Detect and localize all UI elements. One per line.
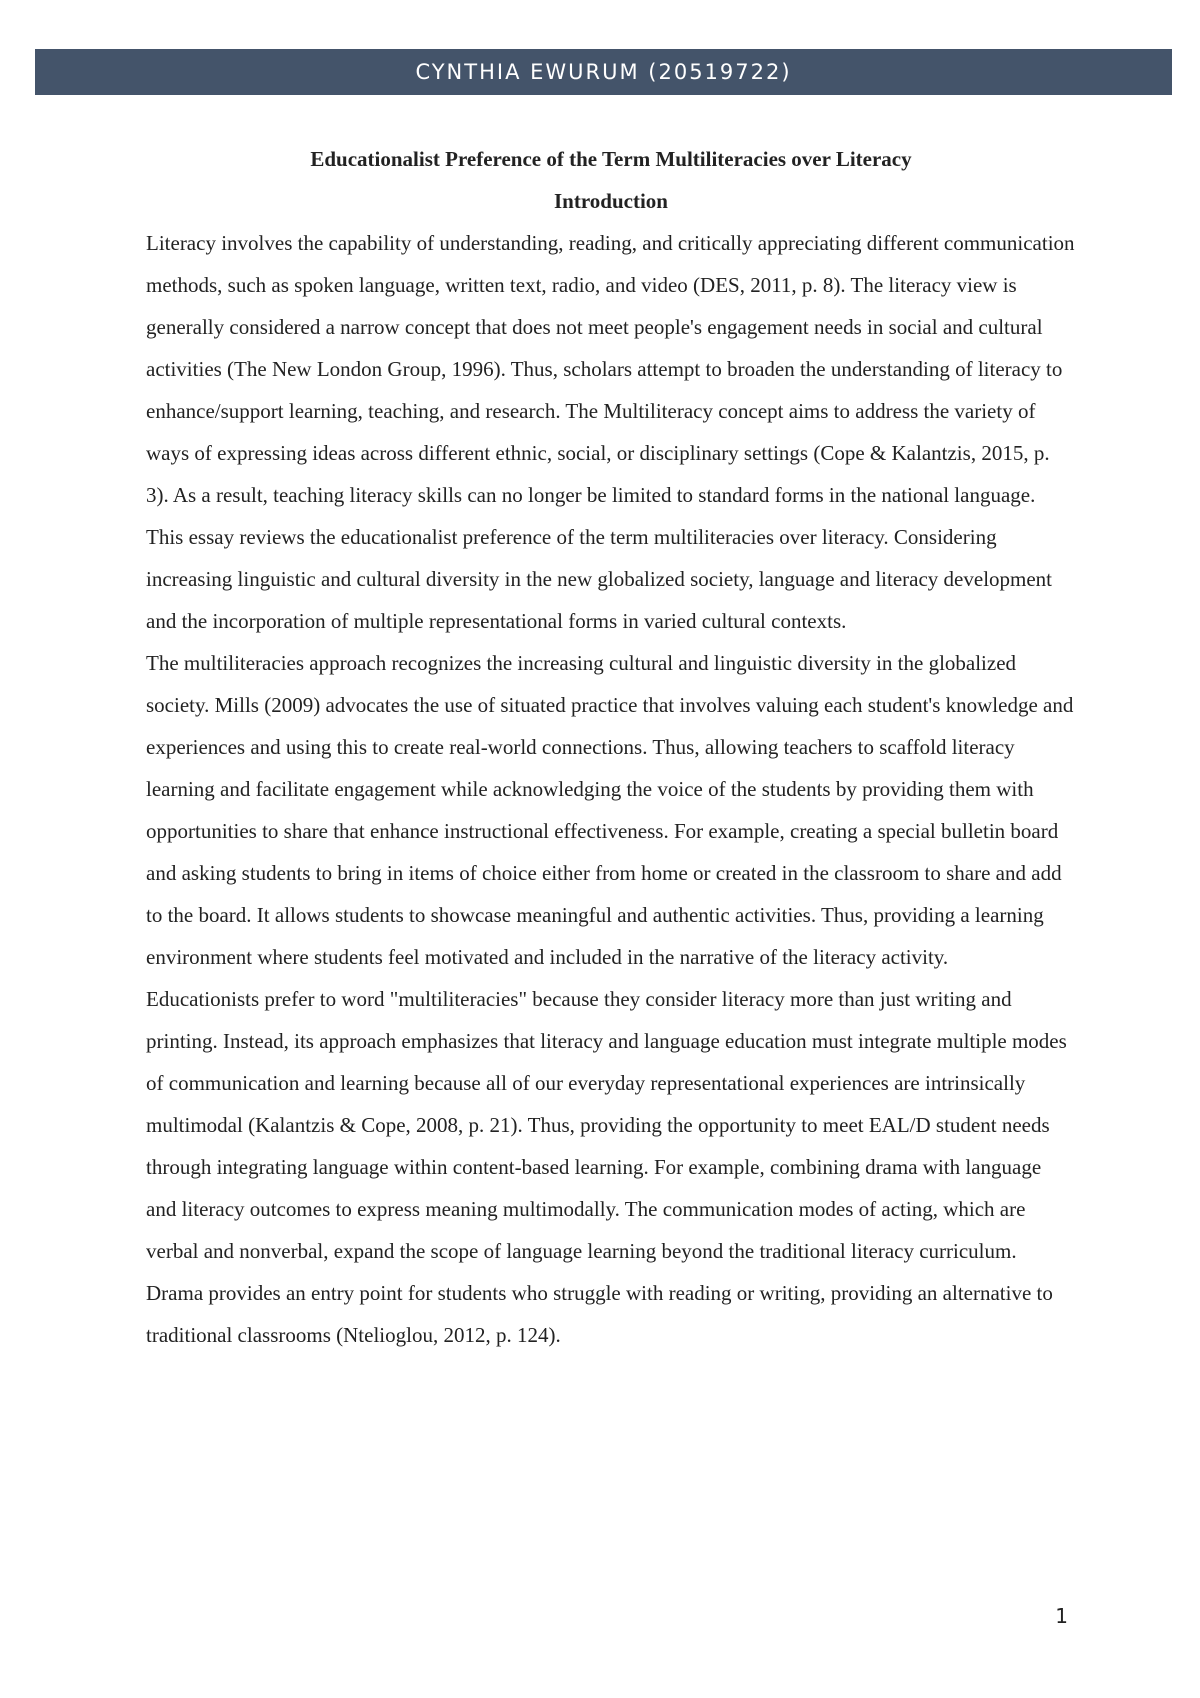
paragraph-3: Educationists prefer to word "multiliteracies" because they consider literacy more than just writing and printing. Instead, its approach emphasizes that literacy and language education must integrate multiple modes of communication and learning because all of our everyday representational experiences are intrinsically multimodal (Kalantzis & Cope, 2008, p. 21). Thus, providing the opportunity to meet EAL/D student needs through integrating language within content-based learning. For example, combining drama with language and literacy outcomes to express meaning multimodally. The communication modes of acting, which are verbal and nonverbal, expand the scope of language learning beyond the traditional literacy curriculum. Drama provides an entry point for students who struggle with reading or writing, providing an alternative to traditional classrooms (Ntelioglou, 2012, p. 124). bbox=[146, 987, 1067, 1347]
document-title: Educationalist Preference of the Term Multiliteracies over Literacy bbox=[310, 147, 912, 171]
author-header-bar bbox=[35, 49, 1172, 95]
page-number: 1 bbox=[1055, 1604, 1068, 1628]
section-heading: Introduction bbox=[554, 189, 668, 213]
author-name: CYNTHIA EWURUM (20519722) bbox=[415, 60, 792, 84]
paragraph-2: The multiliteracies approach recognizes the increasing cultural and linguistic diversity in the globalized society. Mills (2009) advocates the use of situated practice that involves valuing each student's knowledge and experiences and using this to create real-world connections. Thus, allowing teachers to scaffold literacy learning and facilitate engagement while acknowledging the voice of the students by providing them with opportunities to share that enhance instructional effectiveness. For example, creating a special bulletin board and asking students to bring in items of choice either from home or created in the classroom to share and add to the board. It allows students to showcase meaningful and authentic activities. Thus, providing a learning environment where students feel motivated and included in the narrative of the literacy activity. bbox=[146, 651, 1074, 969]
document-body bbox=[146, 138, 1076, 1356]
paragraph-1: Literacy involves the capability of understanding, reading, and critically appreciating different communication methods, such as spoken language, written text, radio, and video (DES, 2011, p. 8). The literacy view is generally considered a narrow concept that does not meet people's engagement needs in social and cultural activities (The New London Group, 1996). Thus, scholars attempt to broaden the understanding of literacy to enhance/support learning, teaching, and research. The Multiliteracy concept aims to address the variety of ways of expressing ideas across different ethnic, social, or disciplinary settings (Cope & Kalantzis, 2015, p. 3). As a result, teaching literacy skills can no longer be limited to standard forms in the national language. This essay reviews the educationalist preference of the term multiliteracies over literacy. Considering increasing linguistic and cultural diversity in the new globalized society, language and literacy development and the incorporation of multiple representational forms in varied cultural contexts. bbox=[146, 231, 1075, 633]
